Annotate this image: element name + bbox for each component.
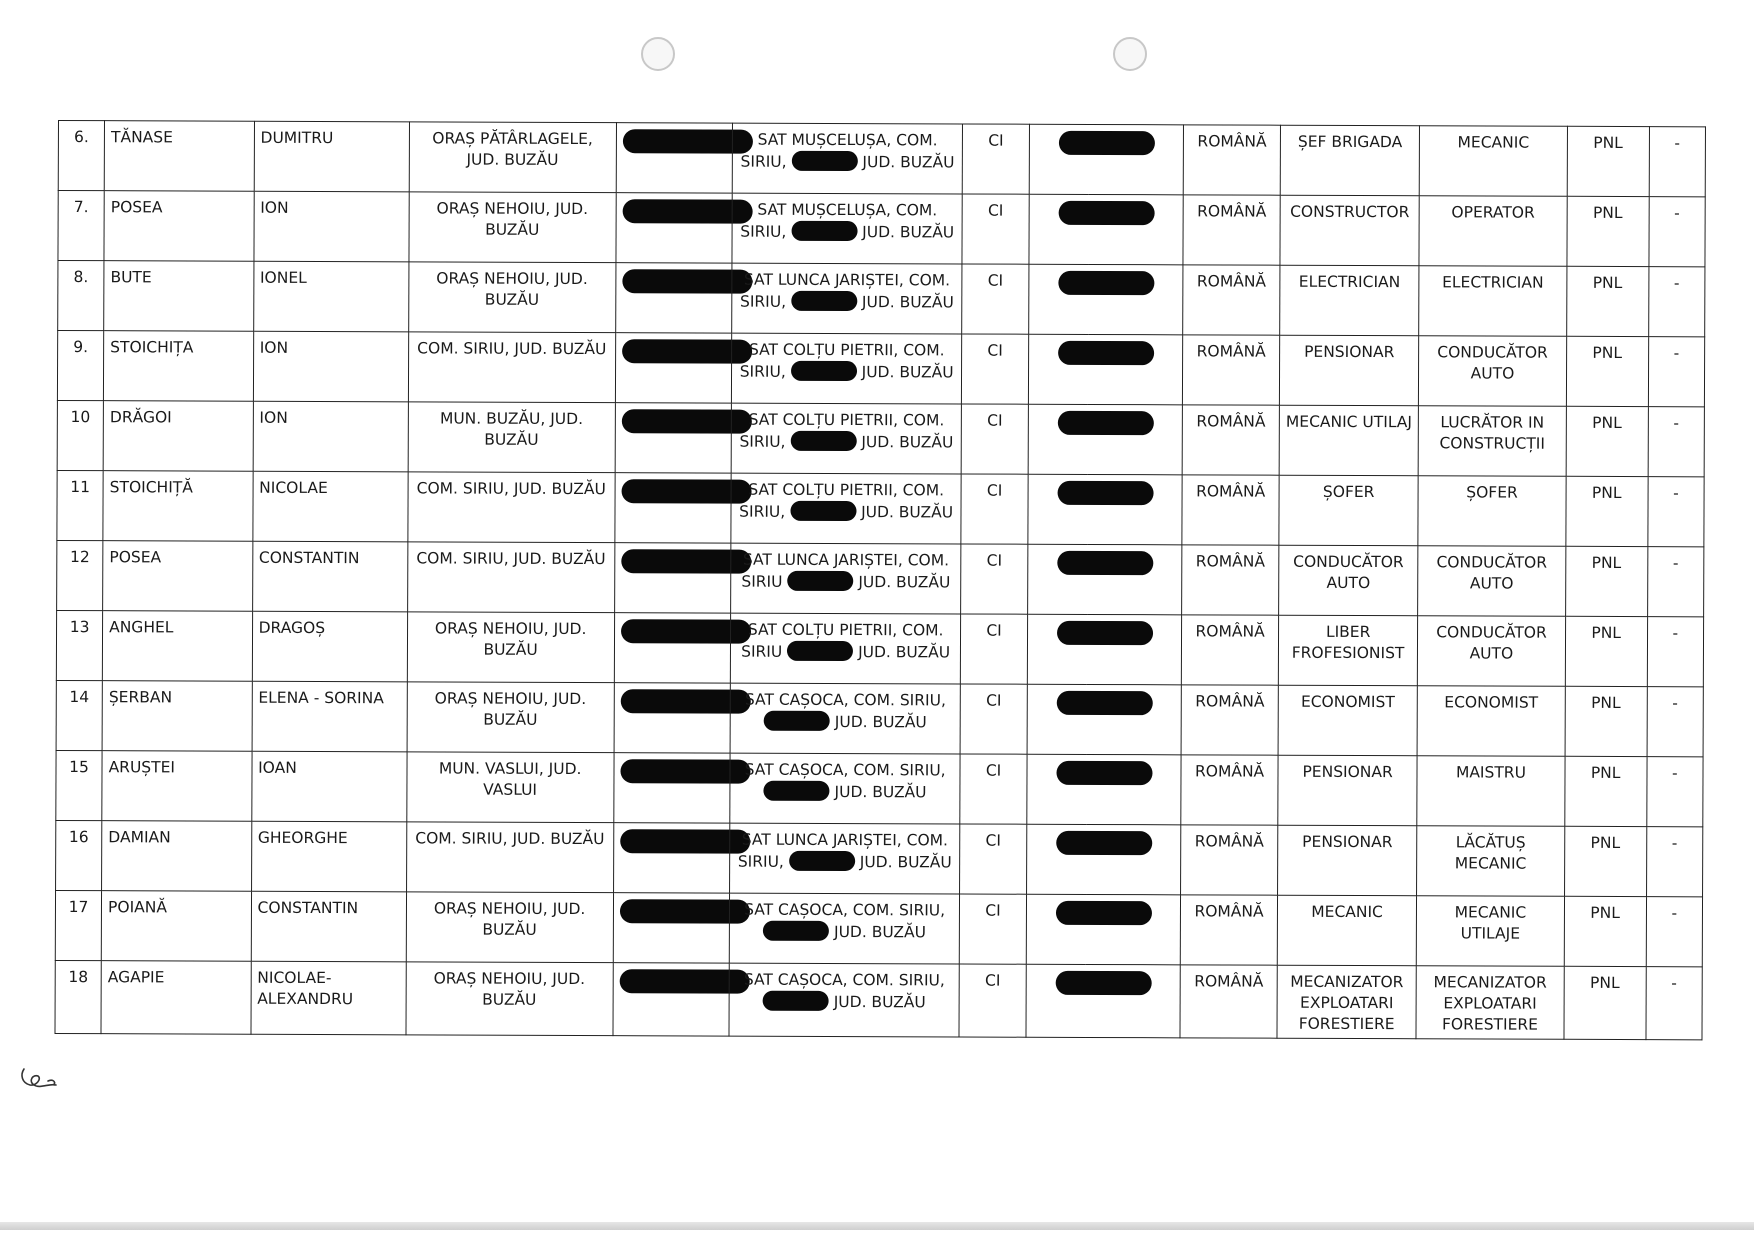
id-document-type: CI	[961, 404, 1029, 474]
address-line: SAT MUȘCELUȘA, COM. SIRIU,	[740, 200, 938, 241]
row-number: 9.	[57, 331, 103, 401]
party: PNL	[1566, 266, 1648, 336]
citizenship: ROMÂNĂ	[1183, 125, 1280, 195]
observations: -	[1649, 197, 1706, 267]
scan-edge	[0, 1222, 1754, 1230]
redacted-document-cell	[1028, 614, 1182, 685]
redacted-document-cell	[1027, 824, 1181, 895]
birth-place: COM. SIRIU, JUD. BUZĂU	[408, 332, 615, 403]
address-county: JUD. BUZĂU	[862, 153, 955, 172]
profession: MAISTRU	[1417, 756, 1565, 827]
last-name: ȘERBAN	[102, 681, 252, 752]
redaction-mark	[763, 991, 829, 1011]
address-line: SAT CAȘOCA, COM. SIRIU,	[744, 690, 946, 710]
party: PNL	[1565, 546, 1647, 616]
first-name: CONSTANTIN	[251, 891, 406, 962]
party: PNL	[1565, 686, 1647, 756]
redaction-mark	[790, 431, 856, 451]
occupation: PENSIONAR	[1279, 335, 1419, 406]
birth-place: COM. SIRIU, JUD. BUZĂU	[406, 822, 613, 893]
row-number: 17	[55, 890, 101, 960]
last-name: ANGHEL	[102, 611, 252, 682]
last-name: AGAPIE	[101, 961, 251, 1035]
last-name: TĂNASE	[104, 121, 254, 192]
first-name: NICOLAE	[252, 471, 407, 542]
observations: -	[1646, 757, 1703, 827]
table-row	[56, 750, 1703, 826]
table-row	[55, 890, 1702, 966]
redaction-mark	[763, 921, 829, 941]
birth-place: ORAȘ NEHOIU, JUD. BUZĂU	[406, 892, 613, 963]
redacted-document-cell	[1029, 334, 1183, 405]
redacted-document-cell	[1027, 684, 1181, 755]
citizenship: ROMÂNĂ	[1181, 685, 1278, 755]
birth-place: COM. SIRIU, JUD. BUZĂU	[408, 472, 615, 543]
first-name: ION	[253, 331, 408, 402]
last-name: ARUȘTEI	[102, 751, 252, 822]
redaction-mark	[1057, 551, 1153, 575]
id-document-type: CI	[962, 194, 1030, 264]
party: PNL	[1565, 616, 1647, 686]
address	[732, 403, 962, 474]
profession: CONDUCĂTOR AUTO	[1418, 546, 1566, 617]
id-document-type: CI	[960, 684, 1028, 754]
first-name: IONEL	[253, 261, 408, 332]
table-row	[56, 610, 1703, 686]
redacted-id-cell	[614, 473, 731, 543]
address-county: JUD. BUZĂU	[861, 293, 954, 312]
occupation: CONSTRUCTOR	[1280, 195, 1420, 266]
first-name: ELENA - SORINA	[252, 681, 407, 752]
redacted-id-cell	[614, 683, 731, 753]
row-number: 7.	[58, 191, 104, 261]
profession: ȘOFER	[1418, 476, 1566, 547]
birth-place: ORAȘ NEHOIU, JUD. BUZĂU	[407, 612, 614, 683]
redacted-id-cell	[613, 753, 730, 823]
first-name: NICOLAE-ALEXANDRU	[251, 961, 406, 1035]
first-name: ION	[253, 401, 408, 472]
row-number: 18	[55, 960, 101, 1033]
occupation: CONDUCĂTOR AUTO	[1279, 545, 1419, 616]
redaction-mark	[764, 781, 830, 801]
table-row	[58, 261, 1705, 337]
occupation: MECANIC UTILAJ	[1279, 405, 1419, 476]
address-county: JUD. BUZĂU	[833, 922, 927, 942]
redacted-id-cell	[615, 403, 732, 473]
address	[731, 683, 961, 754]
table-row	[56, 820, 1703, 896]
address	[732, 263, 962, 334]
punch-hole-left	[641, 37, 675, 71]
redaction-mark	[1058, 341, 1154, 365]
observations: -	[1648, 407, 1705, 477]
birth-place: MUN. BUZĂU, JUD. BUZĂU	[408, 402, 615, 473]
redaction-mark	[791, 151, 857, 171]
first-name: DRAGOȘ	[252, 611, 407, 682]
id-document-type: CI	[959, 964, 1027, 1037]
redaction-mark	[1057, 621, 1153, 645]
redacted-id-cell	[613, 823, 730, 893]
address-line: SAT COLȚU PIETRII, COM. SIRIU,	[739, 480, 945, 521]
redacted-id-cell	[615, 333, 732, 403]
citizenship: ROMÂNĂ	[1183, 265, 1280, 335]
address-county: JUD. BUZĂU	[858, 643, 951, 662]
signature-mark-icon	[18, 1065, 60, 1093]
id-document-type: CI	[960, 614, 1028, 684]
profession: LĂCĂTUȘ MECANIC	[1417, 826, 1565, 897]
table-row	[57, 540, 1704, 616]
punch-hole-right	[1113, 37, 1147, 71]
redaction-mark	[790, 501, 856, 521]
table-row	[58, 121, 1705, 197]
address-county: JUD. BUZĂU	[862, 223, 955, 242]
occupation: MECANIZATOR EXPLOATARI FORESTIERE	[1277, 965, 1417, 1039]
first-name: CONSTANTIN	[252, 541, 407, 612]
redaction-mark	[791, 291, 857, 311]
occupation: PENSIONAR	[1278, 755, 1418, 826]
birth-place: ORAȘ NEHOIU, JUD. BUZĂU	[408, 262, 615, 333]
address-county: JUD. BUZĂU	[833, 992, 926, 1012]
address	[733, 123, 963, 194]
redacted-document-cell	[1027, 754, 1181, 825]
observations: -	[1647, 617, 1704, 687]
first-name: DUMITRU	[254, 121, 409, 192]
address-line: SAT COLȚU PIETRII, COM. SIRIU,	[739, 410, 945, 451]
id-document-type: CI	[962, 124, 1030, 194]
profession: ELECTRICIAN	[1419, 266, 1567, 337]
birth-place: COM. SIRIU, JUD. BUZĂU	[407, 542, 614, 613]
citizenship: ROMÂNĂ	[1180, 965, 1277, 1038]
redacted-document-cell	[1028, 474, 1182, 545]
redacted-document-cell	[1029, 264, 1183, 335]
citizenship: ROMÂNĂ	[1181, 825, 1278, 895]
last-name: POSEA	[103, 541, 253, 612]
address	[731, 543, 961, 614]
citizenship: ROMÂNĂ	[1183, 195, 1280, 265]
observations: -	[1648, 267, 1705, 337]
party: PNL	[1567, 126, 1649, 196]
row-number: 8.	[58, 261, 104, 331]
redaction-mark	[791, 361, 857, 381]
redaction-mark	[1059, 131, 1155, 155]
redacted-id-cell	[616, 193, 733, 263]
row-number: 12	[57, 540, 103, 610]
redacted-document-cell	[1028, 544, 1182, 615]
redaction-mark	[791, 221, 857, 241]
address-line: SAT LUNCA JARIȘTEI, COM. SIRIU,	[737, 830, 949, 871]
address-line: SAT CAȘOCA, COM. SIRIU,	[743, 970, 945, 990]
redacted-id-cell	[615, 263, 732, 333]
id-document-type: CI	[960, 754, 1028, 824]
last-name: POSEA	[104, 191, 254, 262]
address-county: JUD. BUZĂU	[858, 573, 951, 592]
first-name: IOAN	[251, 751, 406, 822]
address	[732, 193, 962, 264]
party: PNL	[1564, 966, 1646, 1039]
table-row	[57, 470, 1704, 546]
address-line: SAT COLȚU PIETRII, COM. SIRIU	[741, 620, 944, 661]
address-line: SAT CAȘOCA, COM. SIRIU,	[744, 900, 946, 920]
redaction-mark	[787, 641, 853, 661]
address-county: JUD. BUZĂU	[861, 363, 954, 382]
redaction-mark	[1058, 271, 1154, 295]
redaction-mark	[764, 711, 830, 731]
id-document-type: CI	[959, 894, 1027, 964]
table-row	[55, 960, 1702, 1039]
birth-place: MUN. VASLUI, JUD. VASLUI	[407, 752, 614, 823]
redaction-mark	[1058, 411, 1154, 435]
citizenship: ROMÂNĂ	[1182, 545, 1279, 615]
party: PNL	[1564, 826, 1646, 896]
party: PNL	[1566, 406, 1648, 476]
citizenship: ROMÂNĂ	[1182, 405, 1279, 475]
row-number: 16	[56, 820, 102, 890]
profession: MECANIC UTILAJE	[1417, 896, 1565, 967]
occupation: PENSIONAR	[1277, 825, 1417, 896]
row-number: 13	[56, 610, 102, 680]
profession: OPERATOR	[1419, 196, 1567, 267]
observations: -	[1646, 827, 1703, 897]
redaction-mark	[1056, 691, 1152, 715]
profession: LUCRĂTOR IN CONSTRUCȚII	[1418, 406, 1566, 477]
redaction-mark	[1057, 481, 1153, 505]
id-document-type: CI	[961, 264, 1029, 334]
last-name: STOICHIȚĂ	[103, 471, 253, 542]
redacted-id-cell	[614, 543, 731, 613]
observations: -	[1649, 127, 1706, 197]
candidate-table	[54, 120, 1705, 1040]
address-county: JUD. BUZĂU	[859, 853, 952, 872]
birth-place: ORAȘ PĂTÂRLAGELE, JUD. BUZĂU	[409, 122, 616, 193]
redaction-mark	[1056, 901, 1152, 925]
address	[730, 753, 960, 824]
redacted-id-cell	[613, 963, 730, 1036]
table-row	[58, 191, 1705, 267]
occupation: ELECTRICIAN	[1280, 265, 1420, 336]
last-name: STOICHIȚA	[104, 331, 254, 402]
address	[730, 893, 960, 964]
address-county: JUD. BUZĂU	[834, 712, 927, 732]
occupation: LIBER FROFESIONIST	[1278, 615, 1418, 686]
address	[730, 823, 960, 894]
citizenship: ROMÂNĂ	[1182, 475, 1279, 545]
redacted-id-cell	[613, 893, 730, 963]
last-name: BUTE	[104, 261, 254, 332]
redacted-id-cell	[614, 613, 731, 683]
address-county: JUD. BUZĂU	[834, 782, 927, 802]
party: PNL	[1567, 196, 1649, 266]
id-document-type: CI	[961, 474, 1029, 544]
row-number: 10	[57, 400, 103, 470]
profession: MECANIZATOR EXPLOATARI FORESTIERE	[1416, 966, 1564, 1040]
observations: -	[1647, 547, 1704, 617]
row-number: 6.	[58, 121, 104, 191]
occupation: ȘOFER	[1279, 475, 1419, 546]
observations: -	[1646, 897, 1703, 967]
citizenship: ROMÂNĂ	[1182, 615, 1279, 685]
redacted-id-cell	[616, 123, 733, 193]
occupation: ECONOMIST	[1278, 685, 1418, 756]
address	[732, 333, 962, 404]
redaction-mark	[789, 851, 855, 871]
row-number: 14	[56, 680, 102, 750]
first-name: ION	[254, 191, 409, 262]
citizenship: ROMÂNĂ	[1181, 895, 1278, 965]
redaction-mark	[1056, 831, 1152, 855]
address	[731, 473, 961, 544]
last-name: DRĂGOI	[103, 401, 253, 472]
occupation: MECANIC	[1277, 895, 1417, 966]
observations: -	[1648, 337, 1705, 407]
last-name: DAMIAN	[102, 821, 252, 892]
observations: -	[1647, 687, 1704, 757]
redaction-mark	[1058, 201, 1154, 225]
party: PNL	[1566, 336, 1648, 406]
observations: -	[1648, 477, 1705, 547]
redacted-document-cell	[1029, 194, 1183, 265]
row-number: 11	[57, 470, 103, 540]
observations: -	[1646, 967, 1703, 1040]
birth-place: ORAȘ NEHOIU, JUD. BUZĂU	[407, 682, 614, 753]
redacted-document-cell	[1029, 124, 1183, 195]
party: PNL	[1565, 476, 1647, 546]
table-row	[57, 400, 1704, 476]
address	[729, 963, 959, 1037]
occupation: ȘEF BRIGADA	[1280, 125, 1420, 196]
party: PNL	[1564, 756, 1646, 826]
redacted-document-cell	[1028, 404, 1182, 475]
id-document-type: CI	[961, 334, 1029, 404]
redaction-mark	[1056, 761, 1152, 785]
table-row	[56, 680, 1703, 756]
address-line: SAT COLȚU PIETRII, COM. SIRIU,	[739, 340, 945, 381]
id-document-type: CI	[959, 824, 1027, 894]
party: PNL	[1564, 896, 1646, 966]
citizenship: ROMÂNĂ	[1183, 335, 1280, 405]
address-county: JUD. BUZĂU	[861, 503, 954, 522]
redaction-mark	[787, 571, 853, 591]
profession: ECONOMIST	[1417, 686, 1565, 757]
profession: MECANIC	[1420, 126, 1568, 197]
last-name: POIANĂ	[101, 891, 251, 962]
address-county: JUD. BUZĂU	[861, 433, 954, 452]
address-line: SAT LUNCA JARIȘTEI, COM. SIRIU	[741, 550, 950, 591]
birth-place: ORAȘ NEHOIU, JUD. BUZĂU	[406, 962, 613, 1036]
profession: CONDUCĂTOR AUTO	[1418, 616, 1566, 687]
redacted-document-cell	[1027, 894, 1181, 965]
table-row	[57, 331, 1704, 407]
address-line: SAT MUȘCELUȘA, COM. SIRIU,	[740, 130, 938, 171]
id-document-type: CI	[960, 544, 1028, 614]
redacted-document-cell	[1026, 964, 1180, 1038]
table-body	[55, 121, 1705, 1040]
citizenship: ROMÂNĂ	[1181, 755, 1278, 825]
address-line: SAT LUNCA JARIȘTEI, COM. SIRIU,	[739, 270, 951, 311]
address-line: SAT CAȘOCA, COM. SIRIU,	[744, 760, 946, 780]
first-name: GHEORGHE	[251, 821, 406, 892]
address	[731, 613, 961, 684]
redaction-mark	[1055, 971, 1151, 995]
birth-place: ORAȘ NEHOIU, JUD. BUZĂU	[409, 192, 616, 263]
row-number: 15	[56, 750, 102, 820]
profession: CONDUCĂTOR AUTO	[1419, 336, 1567, 407]
